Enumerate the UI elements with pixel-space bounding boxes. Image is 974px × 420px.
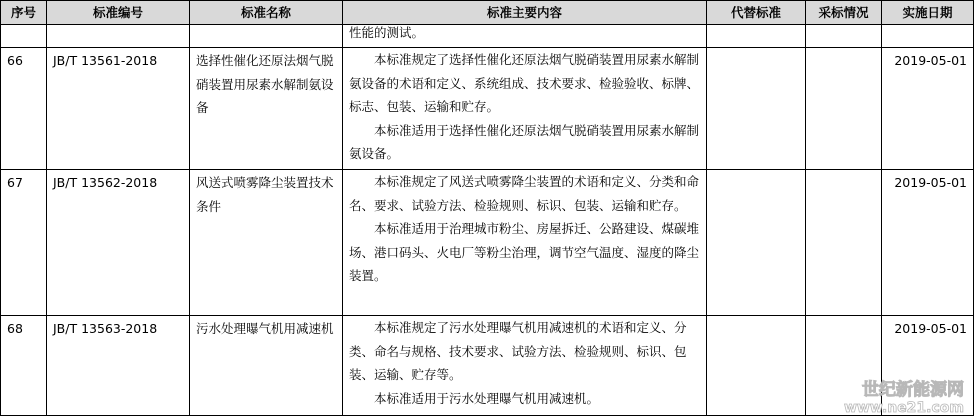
header-adopt: 采标情况 <box>806 1 882 25</box>
content-paragraph: 本标准适用于选择性催化还原法烟气脱硝装置用尿素水解制氨设备。 <box>349 122 700 162</box>
header-code: 标准编号 <box>47 1 190 25</box>
cell-replace <box>707 48 806 170</box>
cell-name: 风送式喷雾降尘装置技术条件 <box>190 170 343 316</box>
cell-seq: 67 <box>1 170 47 316</box>
cell-date: 2019-05-01 <box>882 48 974 170</box>
header-content: 标准主要内容 <box>343 1 707 25</box>
cell-name: 选择性催化还原法烟气脱硝装置用尿素水解制氨设备 <box>190 48 343 170</box>
cell-seq: 68 <box>1 316 47 416</box>
cell-seq <box>1 25 47 48</box>
cell-date <box>882 25 974 48</box>
content-paragraph: 本标准规定了风送式喷雾降尘装置的术语和定义、分类和命名、要求、试验方法、检验规则、标识、包装、运输和贮存。 <box>349 174 700 213</box>
cell-name: 污水处理曝气机用减速机 <box>190 316 343 416</box>
header-date: 实施日期 <box>882 1 974 25</box>
table-row <box>1 170 974 316</box>
continuation-text: 性能的测试。 <box>349 25 425 40</box>
watermark-text-url: www.ne21.com <box>844 400 964 416</box>
cell-adopt <box>806 25 882 48</box>
content-paragraph: 本标准规定了污水处理曝气机用减速机的术语和定义、分类、命名与规格、技术要求、试验方法、检验规则、标识、包装、运输、贮存等。 <box>349 320 687 383</box>
cell-code: JB/T 13562-2018 <box>47 170 190 316</box>
cell-content <box>343 316 707 416</box>
content-paragraph: 本标准适用于污水处理曝气机用减速机。 <box>374 390 600 406</box>
header-name: 标准名称 <box>190 1 343 25</box>
cell-content <box>343 48 707 170</box>
header-seq: 序号 <box>1 1 47 25</box>
watermark-text-cn: 世纪新能源网 <box>862 380 964 400</box>
cell-replace <box>707 25 806 48</box>
cell-date: 2019-05-01 <box>882 170 974 316</box>
cell-date: 2019-05-01 <box>882 316 974 416</box>
cell-content <box>343 25 707 48</box>
table-row <box>1 316 974 416</box>
cell-adopt <box>806 316 882 416</box>
header-replace: 代替标准 <box>707 1 806 25</box>
header-row <box>1 1 974 25</box>
cell-code: JB/T 13561-2018 <box>47 48 190 170</box>
cell-adopt <box>806 48 882 170</box>
cell-seq: 66 <box>1 48 47 170</box>
cell-adopt <box>806 170 882 316</box>
table-row-continuation <box>1 25 974 48</box>
content-paragraph: 本标准规定了选择性催化还原法烟气脱硝装置用尿素水解制氨设备的术语和定义、系统组成、技术要求、检验验收、标牌、标志、包装、运输和贮存。 <box>349 52 700 115</box>
cell-replace <box>707 316 806 416</box>
table-row <box>1 48 974 170</box>
content-paragraph: 本标准适用于治理城市粉尘、房屋拆迁、公路建设、煤碳堆场、港口码头、火电厂等粉尘治理，调节空气温度、湿度的降尘装置。 <box>349 221 700 284</box>
cell-name <box>190 25 343 48</box>
cell-code: JB/T 13563-2018 <box>47 316 190 416</box>
cell-code <box>47 25 190 48</box>
cell-content <box>343 170 707 316</box>
cell-replace <box>707 170 806 316</box>
